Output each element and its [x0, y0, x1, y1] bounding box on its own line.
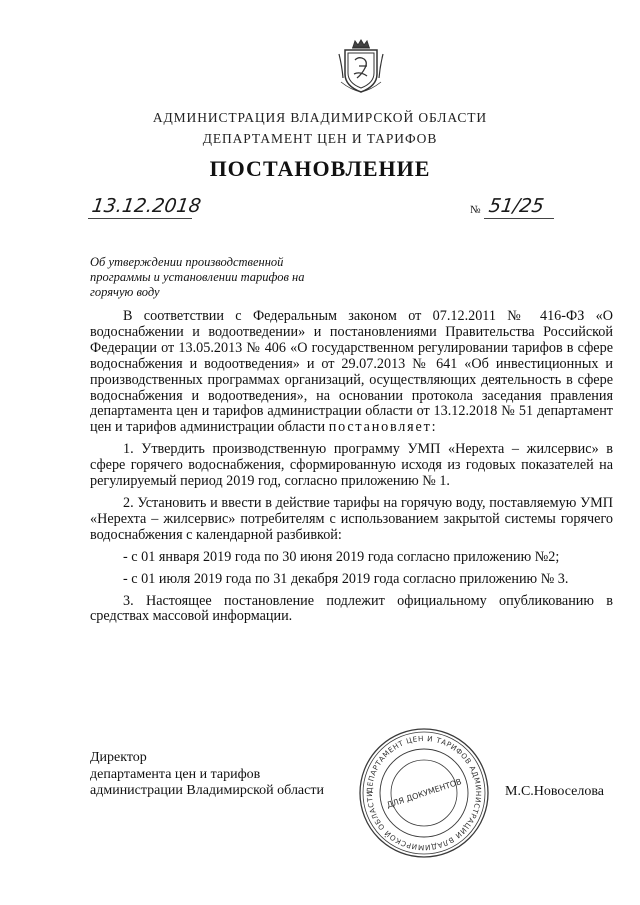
org-name: АДМИНИСТРАЦИЯ ВЛАДИМИРСКОЙ ОБЛАСТИ	[152, 110, 488, 125]
stamp-ring-text: ДЕПАРТАМЕНТ ЦЕН И ТАРИФОВ АДМИНИСТРАЦИИ ВЛАДИМИРСКОЙ ОБЛАСТИ	[364, 733, 484, 853]
official-stamp	[357, 726, 491, 860]
item-2-sub-1: - с 01 января 2019 года по 30 июня 2019 года согласно приложению №2;	[123, 548, 560, 565]
document-subject: Об утверждении производственной программы и установлении тарифов на горячую воду	[90, 255, 305, 299]
date-underline	[88, 218, 192, 219]
signatory-position-line3: администрации Владимирской области	[90, 783, 324, 798]
document-number: 51/25	[487, 195, 546, 217]
preamble-paragraph	[90, 309, 613, 436]
coat-of-arms-icon	[337, 38, 385, 94]
signatory-position-line2: департамента цен и тарифов	[90, 766, 261, 782]
item-3: 3. Настоящее постановление подлежит официальному опубликованию в средствах массовой информации.	[90, 592, 613, 625]
document-type-title: ПОСТАНОВЛЕНИЕ	[209, 156, 431, 181]
signature-block	[90, 750, 324, 800]
signatory-position-line1: Директор	[90, 750, 147, 765]
number-underline	[484, 218, 554, 219]
item-2-sub-2: - с 01 июля 2019 года по 31 декабря 2019 года согласно приложению № 3.	[123, 570, 569, 587]
signer-name: М.С.Новоселова	[505, 784, 604, 799]
document-date: 13.12.2018	[90, 195, 203, 217]
department-name: ДЕПАРТАМЕНТ ЦЕН И ТАРИФОВ	[202, 131, 438, 146]
number-prefix: №	[470, 204, 481, 216]
item-1: 1. Утвердить производственную программу УМП «Нерехта – жилсервис» в сфере горячего водоснабжения, сформированную исходя из годовых показателей на регулируемый период 2019 год, согласно приложению № 1.	[90, 441, 613, 490]
document-body	[90, 309, 613, 631]
stamp-center-text: ДЛЯ ДОКУМЕНТОВ	[385, 777, 463, 810]
preamble-text: В соответствии с Федеральным законом от 07.12.2011 № 416-ФЗ «О водоснабжении и водоотведении» и постановлениями Правительства Российской Федерации от 13.05.2013 № 406 «О государственном регулировании тарифов в сфере водоснабжения и водоотведения» и от 29.07.2013 № 641 «Об инвестиционных и производственных программах организаций, осуществляющих деятельность в сфере водоснабжения и водоотведения», на основании протокола заседания правления департамента цен и тарифов администрации области от 13.12.2018 № 51 департамент цен и тарифов администрации области	[90, 308, 613, 436]
item-2: 2. Установить и ввести в действие тарифы на горячую воду, поставляемую УМП «Нерехта – жилсервис» потребителям с использованием закрытой системы горячего водоснабжения с календарной разбивкой:	[90, 494, 613, 543]
decree-word: постановляет:	[328, 419, 438, 436]
